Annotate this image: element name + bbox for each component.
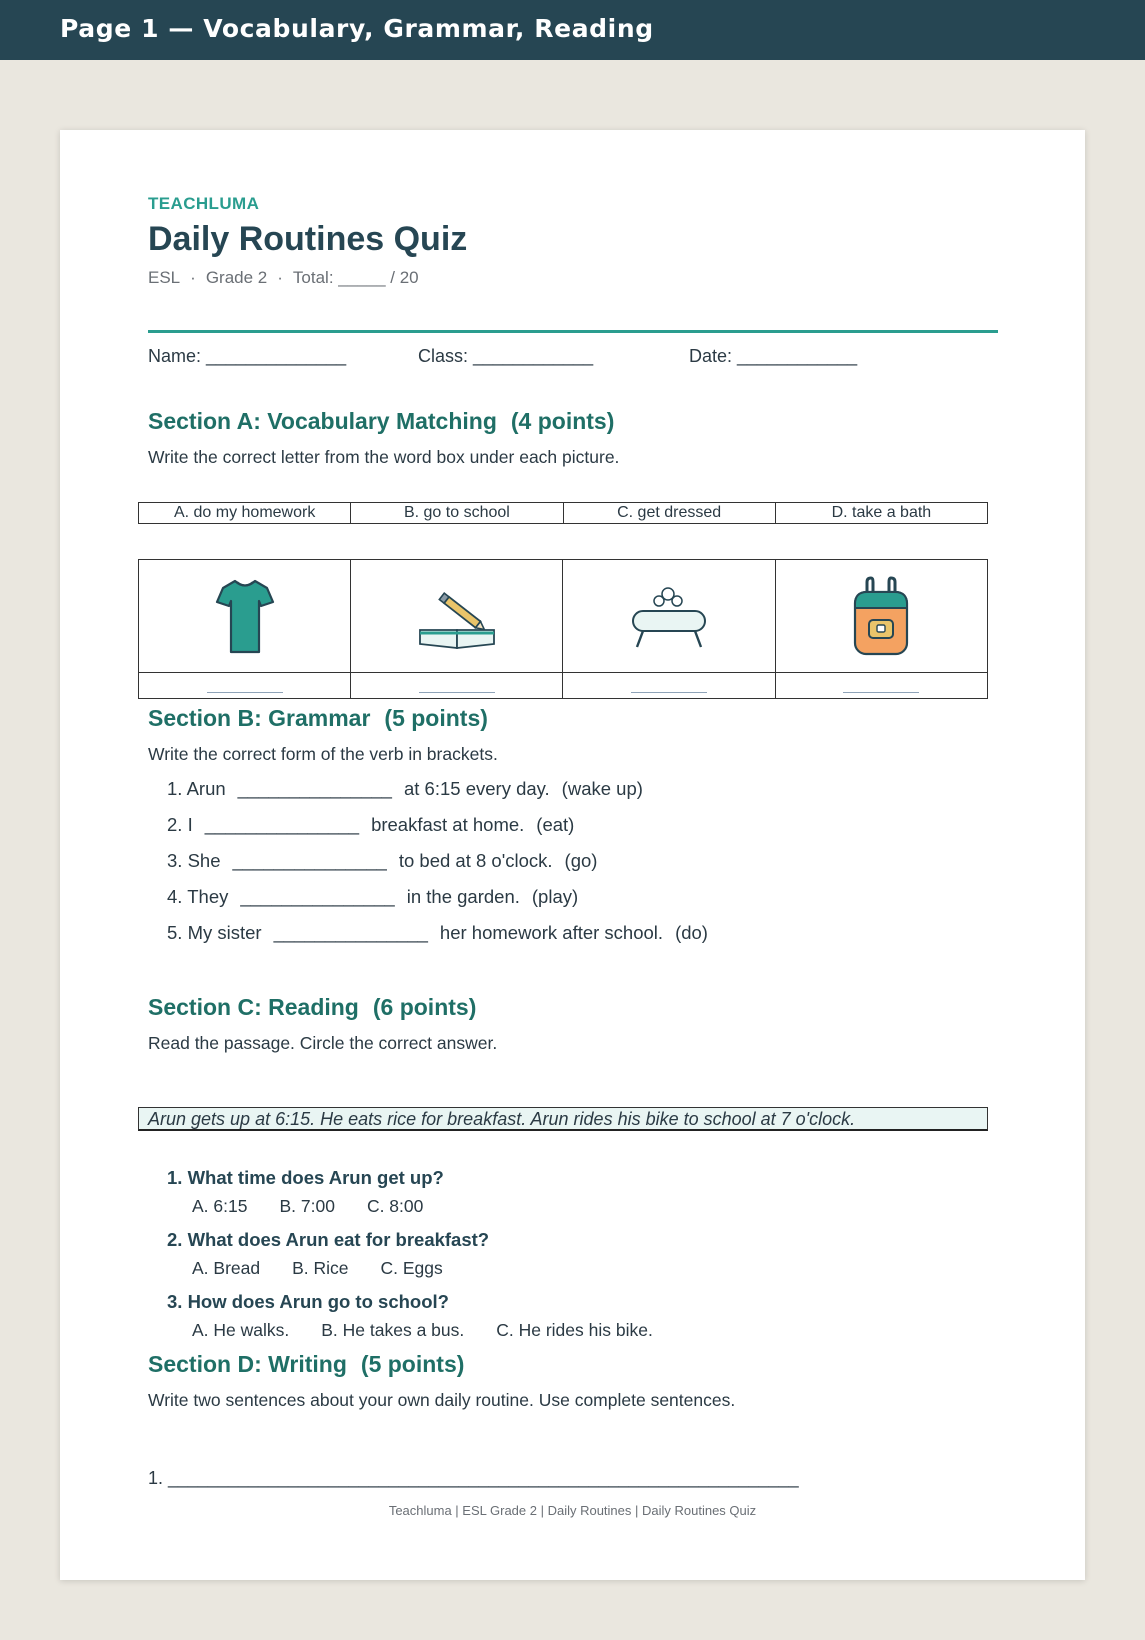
word-option-b: B. go to school [351, 503, 563, 524]
item-subject: She [187, 850, 221, 871]
t-shirt-icon [215, 576, 275, 656]
grammar-item [167, 814, 574, 836]
option-c[interactable]: C. Eggs [380, 1258, 443, 1278]
item-rest: her homework after school. [439, 922, 664, 943]
verb-hint: (do) [675, 922, 708, 943]
verb-blank[interactable]: _______________ [240, 886, 395, 907]
option-b[interactable]: B. Rice [292, 1258, 349, 1278]
section-d-title [148, 1351, 464, 1378]
item-rest: breakfast at home. [371, 814, 525, 835]
section-c-title [148, 994, 476, 1021]
item-rest: in the garden. [406, 886, 520, 907]
picture-cell [775, 560, 987, 673]
section-d-instruction: Write two sentences about your own daily routine. Use complete sentences. [148, 1390, 736, 1410]
option-a[interactable]: A. He walks. [192, 1320, 290, 1340]
section-c-instruction: Read the passage. Circle the correct answer. [148, 1033, 498, 1053]
section-a-title [148, 408, 614, 435]
picture-cell [351, 560, 563, 673]
item-subject: My sister [187, 922, 262, 943]
picture-grid [138, 559, 988, 699]
section-c-points: (6 points) [372, 994, 477, 1020]
section-d-heading: Section D: Writing [148, 1351, 347, 1377]
section-c-heading: Section C: Reading [148, 994, 359, 1020]
quiz-title: Daily Routines Quiz [148, 220, 468, 258]
answer-cell[interactable] [563, 673, 775, 699]
section-b-points: (5 points) [384, 705, 488, 731]
option-b[interactable]: B. 7:00 [279, 1196, 335, 1216]
section-b-heading: Section B: Grammar [148, 705, 371, 731]
class-field[interactable]: Class: ____________ [418, 346, 594, 366]
answer-cell[interactable] [351, 673, 563, 699]
reading-question: 3. How does Arun go to school? [167, 1291, 449, 1312]
option-a[interactable]: A. 6:15 [192, 1196, 248, 1216]
section-d-points: (5 points) [360, 1351, 465, 1377]
verb-hint: (go) [564, 850, 598, 871]
worksheet-page [60, 130, 1085, 1580]
option-b[interactable]: B. He takes a bus. [321, 1320, 465, 1340]
page-footer: Teachluma | ESL Grade 2 | Daily Routines | Daily Routines Quiz [388, 1503, 757, 1518]
grade-label: Grade 2 [205, 268, 268, 287]
verb-blank[interactable]: _______________ [204, 814, 360, 835]
picture-cell [563, 560, 775, 673]
subject-label: ESL [148, 268, 181, 287]
option-c[interactable]: C. 8:00 [366, 1196, 424, 1216]
option-c[interactable]: C. He rides his bike. [496, 1320, 653, 1340]
book-pencil-icon [417, 578, 497, 654]
answer-blank[interactable] [843, 673, 919, 693]
grammar-item [167, 922, 708, 944]
top-bar [0, 0, 1145, 60]
item-subject: I [187, 814, 193, 835]
quiz-meta: ESL · Grade 2 · Total: _____ / 20 [148, 268, 419, 287]
answer-cell[interactable] [139, 673, 351, 699]
word-option-c: C. get dressed [563, 503, 775, 524]
verb-blank[interactable]: _______________ [232, 850, 387, 871]
answer-options [192, 1258, 475, 1279]
word-box [138, 502, 988, 524]
total-label: Total: _____ / 20 [292, 268, 419, 287]
word-option-d: D. take a bath [775, 503, 987, 524]
section-a-heading: Section A: Vocabulary Matching [148, 408, 497, 434]
grammar-item [167, 850, 597, 872]
answer-blank[interactable] [207, 673, 283, 693]
answer-blank[interactable] [631, 673, 707, 693]
verb-hint: (wake up) [561, 778, 643, 799]
reading-question: 1. What time does Arun get up? [167, 1167, 444, 1188]
item-number: 3. [167, 850, 183, 871]
brand-name: TEACHLUMA [148, 194, 260, 213]
grammar-item [167, 886, 578, 908]
option-a[interactable]: A. Bread [192, 1258, 261, 1278]
answer-cell[interactable] [775, 673, 987, 699]
section-b-instruction: Write the correct form of the verb in brackets. [148, 744, 498, 764]
item-rest: to bed at 8 o'clock. [398, 850, 553, 871]
verb-hint: (play) [531, 886, 579, 907]
reading-question: 2. What does Arun eat for breakfast? [167, 1229, 490, 1250]
grammar-item [167, 778, 643, 800]
item-subject: Arun [186, 778, 226, 799]
page-heading: Page 1 — Vocabulary, Grammar, Reading [60, 14, 654, 43]
verb-blank[interactable]: _______________ [237, 778, 392, 799]
date-field[interactable]: Date: ____________ [689, 346, 858, 366]
backpack-icon [849, 574, 913, 658]
header-divider [148, 330, 998, 333]
item-number: 1. [167, 778, 183, 799]
item-number: 2. [167, 814, 183, 835]
verb-hint: (eat) [536, 814, 575, 835]
section-a-instruction: Write the correct letter from the word box under each picture. [148, 447, 620, 467]
reading-passage: Arun gets up at 6:15. He eats rice for breakfast. Arun rides his bike to school at 7 o'clock. [138, 1107, 988, 1131]
answer-options [192, 1196, 455, 1217]
answer-options [192, 1320, 685, 1341]
item-subject: They [187, 886, 229, 907]
section-b-title [148, 705, 488, 732]
item-rest: at 6:15 every day. [403, 778, 550, 799]
item-number: 4. [167, 886, 183, 907]
answer-blank[interactable] [419, 673, 495, 693]
bathtub-icon [627, 581, 711, 651]
word-option-a: A. do my homework [139, 503, 351, 524]
section-a-points: (4 points) [510, 408, 615, 434]
writing-line-1[interactable]: 1. _______________________________________________________________ [148, 1468, 799, 1488]
picture-cell [139, 560, 351, 673]
item-number: 5. [167, 922, 183, 943]
name-field[interactable]: Name: ______________ [148, 346, 347, 366]
verb-blank[interactable]: _______________ [273, 922, 428, 943]
